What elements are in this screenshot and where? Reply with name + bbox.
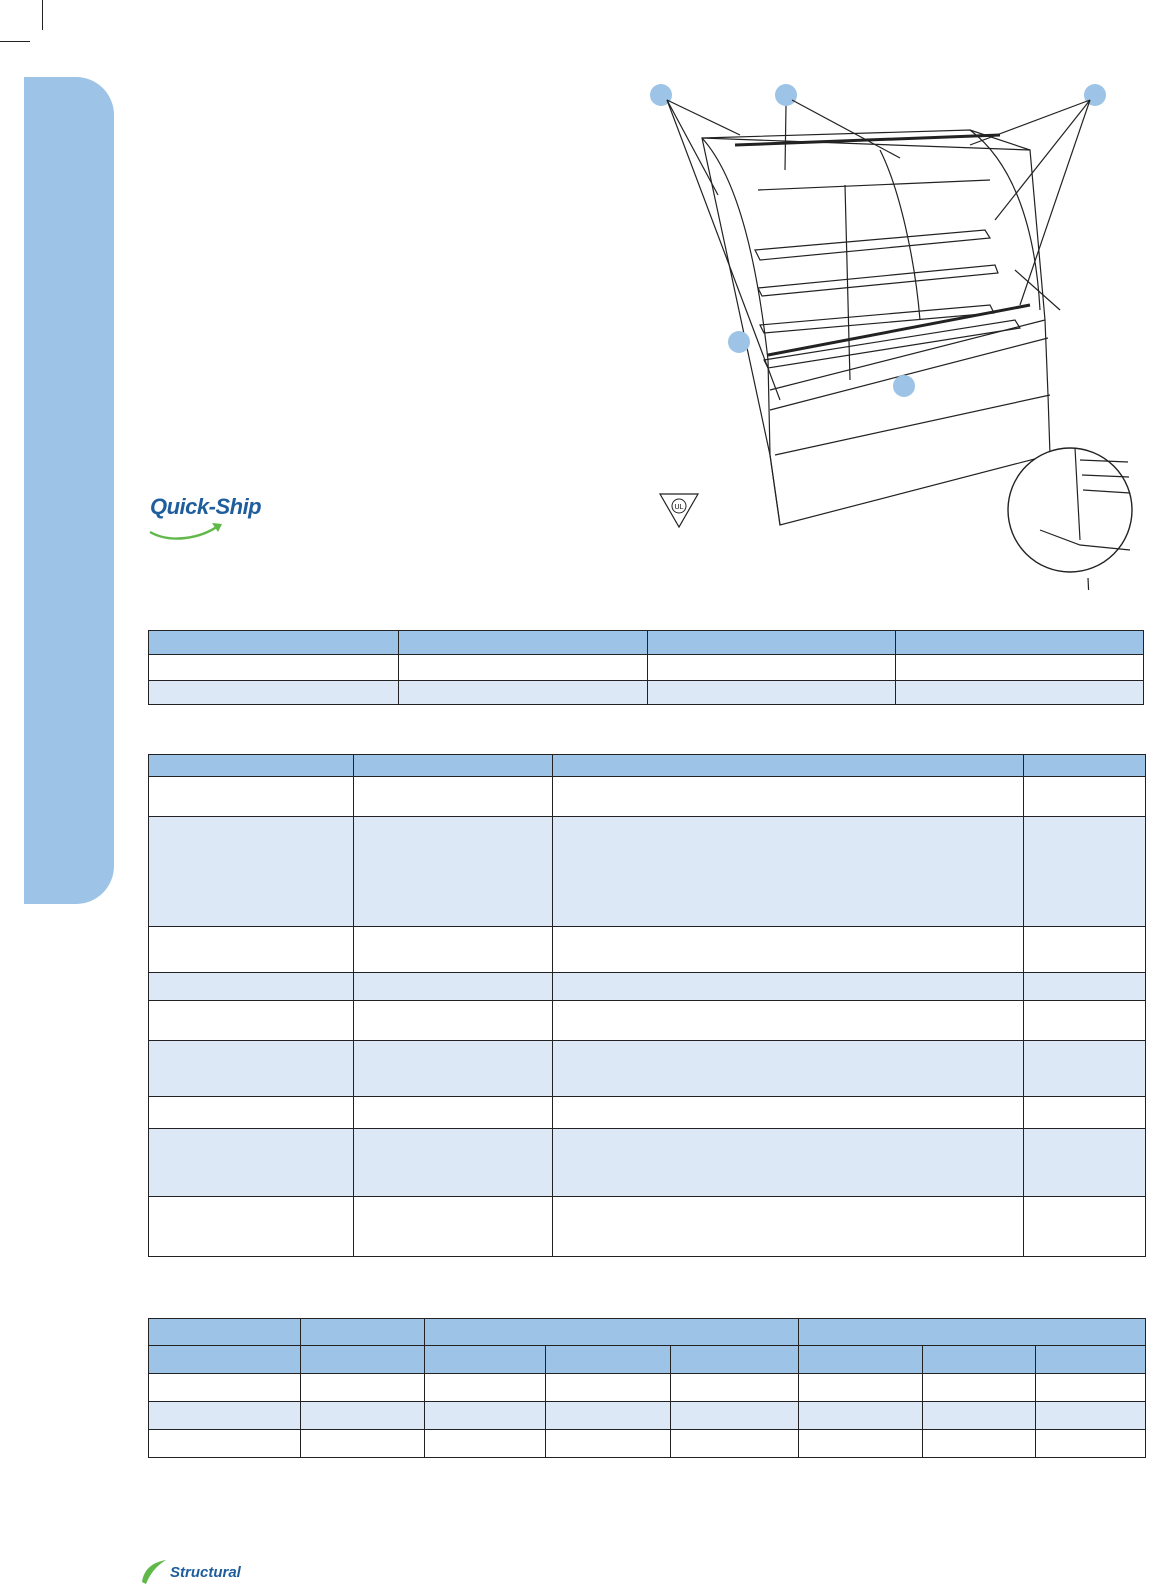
table-cell [354, 973, 553, 1001]
table-cell [896, 681, 1144, 705]
table-header-row [149, 755, 1146, 777]
table-cell [553, 927, 1024, 973]
table-cell [354, 1001, 553, 1041]
table-cell [1024, 1001, 1146, 1041]
table-cell [553, 777, 1024, 817]
table-row [149, 681, 1144, 705]
table-cell [546, 1402, 671, 1430]
table-row [149, 777, 1146, 817]
table-row [149, 1129, 1146, 1197]
header-cell [799, 1319, 1146, 1346]
header-cell [896, 631, 1144, 655]
table-cell [1024, 1041, 1146, 1097]
header-cell [149, 1346, 301, 1374]
ul-mark-text: UL [674, 504, 684, 511]
table-header-row [149, 631, 1144, 655]
table-cell [648, 681, 896, 705]
table-cell [923, 1402, 1036, 1430]
table-cell [149, 1097, 354, 1129]
table-cell [149, 1129, 354, 1197]
header-cell [1036, 1346, 1146, 1374]
header-cell [553, 755, 1024, 777]
table-cell [671, 1374, 799, 1402]
table-cell [354, 1129, 553, 1197]
table-cell [149, 1402, 301, 1430]
header-cell [149, 755, 354, 777]
table-cell [425, 1430, 546, 1458]
display-case-illustration [640, 70, 1155, 590]
table-cell [1036, 1402, 1146, 1430]
table-row [149, 1402, 1146, 1430]
table-row [149, 1097, 1146, 1129]
table-cell [546, 1374, 671, 1402]
table-cell [553, 1001, 1024, 1041]
table-row [149, 1041, 1146, 1097]
table-cell [149, 1374, 301, 1402]
table-cell [149, 927, 354, 973]
table-cell [1036, 1374, 1146, 1402]
table-cell [149, 973, 354, 1001]
table-cell [425, 1402, 546, 1430]
table-cell [399, 655, 648, 681]
table-header-row [149, 1319, 1146, 1346]
table-row [149, 927, 1146, 973]
table-cell [1036, 1430, 1146, 1458]
table-cell [399, 681, 648, 705]
callout-marker [775, 84, 797, 106]
table-cell [301, 1402, 425, 1430]
table-cell [553, 817, 1024, 927]
table-row [149, 817, 1146, 927]
table-cell [1024, 817, 1146, 927]
header-cell [923, 1346, 1036, 1374]
table-row [149, 1430, 1146, 1458]
header-cell [149, 631, 399, 655]
table-cell [1024, 927, 1146, 973]
table-cell [1024, 1097, 1146, 1129]
table-cell [923, 1430, 1036, 1458]
table-cell [149, 1001, 354, 1041]
callout-marker [728, 331, 750, 353]
table-row [149, 1197, 1146, 1257]
header-cell [301, 1346, 425, 1374]
header-cell [425, 1319, 799, 1346]
table-cell [553, 1197, 1024, 1257]
table-cell [1024, 1197, 1146, 1257]
table-cell [799, 1374, 923, 1402]
header-cell [354, 755, 553, 777]
table-cell [546, 1430, 671, 1458]
table-cell [354, 927, 553, 973]
table-cell [354, 777, 553, 817]
table-cell [149, 1430, 301, 1458]
table-cell [1024, 777, 1146, 817]
table-cell [1024, 1129, 1146, 1197]
header-cell [301, 1319, 425, 1346]
section-side-tab [24, 77, 114, 904]
table-cell [553, 1129, 1024, 1197]
table-cell [1024, 973, 1146, 1001]
table-cell [923, 1374, 1036, 1402]
table-cell [648, 655, 896, 681]
header-cell [399, 631, 648, 655]
table-cell [149, 1041, 354, 1097]
dimensions-table [148, 1318, 1146, 1458]
detail-inset [1008, 448, 1132, 572]
ul-classified-icon [658, 491, 700, 531]
table-header-row [149, 1346, 1146, 1374]
green-swoosh-arrow-icon [146, 514, 236, 542]
table-cell [671, 1430, 799, 1458]
header-cell [671, 1346, 799, 1374]
header-cell [149, 1319, 301, 1346]
table-row [149, 655, 1144, 681]
table-cell [425, 1374, 546, 1402]
header-cell [648, 631, 896, 655]
structural-footer-logo [136, 1558, 241, 1589]
table-cell [149, 655, 399, 681]
table-cell [553, 973, 1024, 1001]
table-cell [301, 1374, 425, 1402]
table-row [149, 1374, 1146, 1402]
ul-certification-mark [658, 491, 700, 536]
table-cell [149, 1197, 354, 1257]
quick-ship-logo [146, 494, 286, 544]
options-table [148, 754, 1146, 1257]
header-cell [546, 1346, 671, 1374]
table-row [149, 1001, 1146, 1041]
table-cell [799, 1430, 923, 1458]
table-cell [149, 817, 354, 927]
crop-mark-horizontal [0, 41, 30, 42]
table-cell [671, 1402, 799, 1430]
table-cell [354, 1041, 553, 1097]
table-cell [149, 777, 354, 817]
header-cell [799, 1346, 923, 1374]
callout-marker [893, 375, 915, 397]
table-cell [799, 1402, 923, 1430]
footer-brand-name: Structural [170, 1564, 241, 1581]
table-row [149, 973, 1146, 1001]
table-cell [354, 1197, 553, 1257]
header-cell [425, 1346, 546, 1374]
quick-ship-wordmark: Quick-Ship [150, 494, 262, 519]
table-cell [354, 1097, 553, 1129]
table-cell [354, 817, 553, 927]
table-cell [896, 655, 1144, 681]
table-cell [553, 1097, 1024, 1129]
models-table [148, 630, 1144, 705]
table-cell [301, 1430, 425, 1458]
table-cell [149, 681, 399, 705]
header-cell [1024, 755, 1146, 777]
crop-mark-vertical [42, 0, 43, 30]
table-cell [553, 1041, 1024, 1097]
